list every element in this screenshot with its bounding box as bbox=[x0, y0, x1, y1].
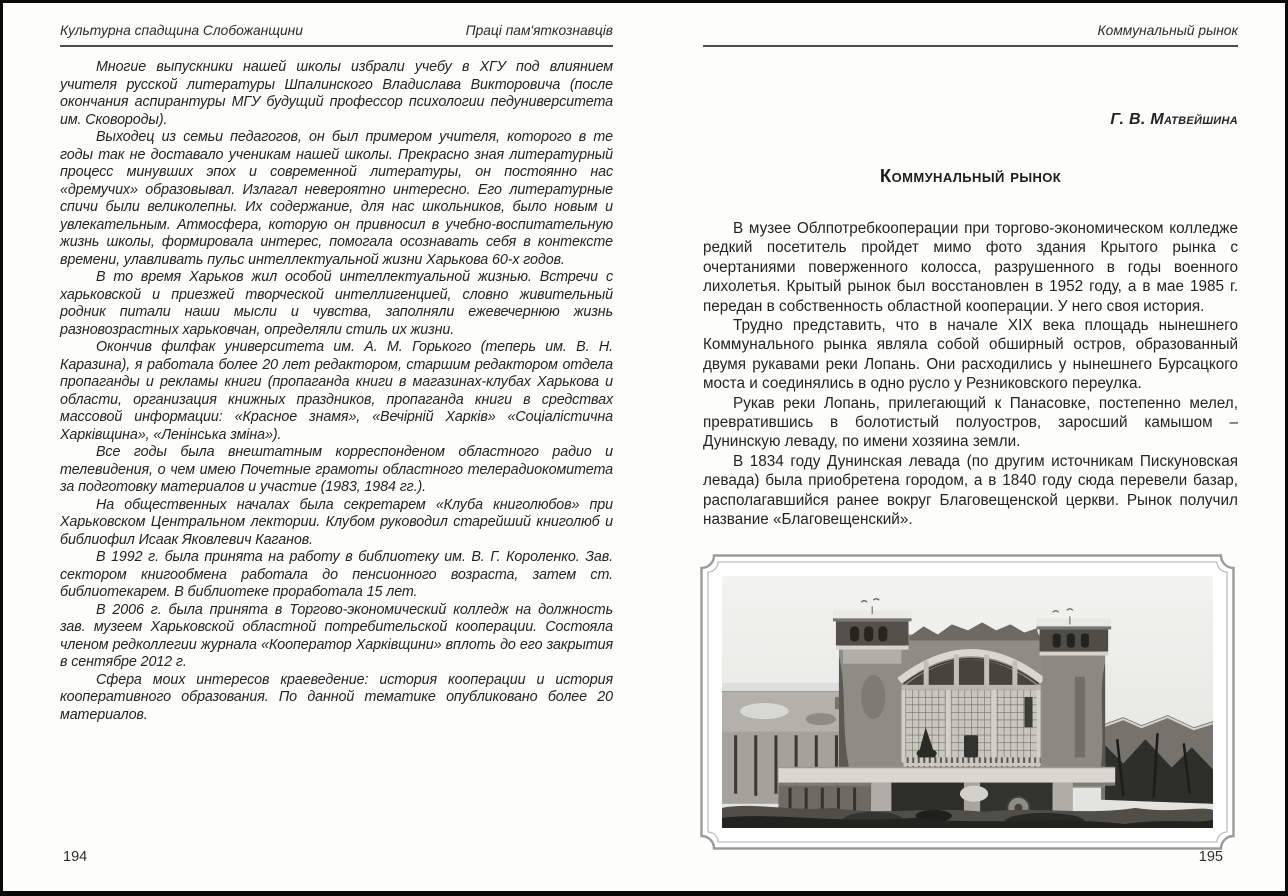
right-page-body bbox=[703, 219, 1238, 530]
paragraph: В музее Облпотребкооперации при торгово-экономическом колледже редкий посетитель пройдет мимо фото здания Крытого рынка с очертаниями поверженного колосса, разрушенного в годы военного лихолетья. Крытый рынок был восстановлен в 1952 году, а в мае 1985 г. передан в собственность областной кооперации. У него своя история. bbox=[703, 220, 1238, 315]
paragraph: Многие выпускники нашей школы избрали учебу в ХГУ под влиянием учителя русской литературы Шпалинского Владислава Викторовича (после окончания аспирантуры МГУ будущий профессор психологии педуниверситета им. Сковороды). bbox=[60, 59, 613, 128]
photo-frame bbox=[700, 554, 1235, 850]
page-left bbox=[60, 23, 613, 724]
running-head-series: Культурна спадщина Слобожанщини bbox=[60, 23, 303, 38]
paragraph: Выходец из семьи педагогов, он был примером учителя, которого в те годы так не доставало ученикам нашей школы. Прекрасно зная литературный процесс минувших эпох и современной литературы, он постоянно нас «дремучих» образовывал. Излагал невероятно интересно. Его литературные спичи были великолепны. Их содержание, для нас школьников, было новым и увлекательным. Атмосфера, которую он привносил в учебно-воспитательную жизнь школы, формировала интерес, помогала осознавать себя в контексте времени, улавливать пульс интеллектуальной жизни Харькова 60-х годов. bbox=[60, 129, 613, 268]
paragraph: Трудно представить, что в начале XIX века площадь нынешнего Коммунального рынка являла собой обширный остров, образованный двумя рукавами реки Лопань. Они расходились у нынешнего Бурсацкого моста и соединялись в одно русло у Резниковского переулка. bbox=[703, 317, 1238, 393]
ruins-photo bbox=[722, 576, 1213, 828]
paragraph: В то время Харьков жил особой интеллектуальной жизнью. Встречи с харьковской и приезжей творческой интеллигенцией, словно живительный родник питали наши мысли и чувства, заполняли ежевечернюю жизнь разновозрастных харьковчан, определяли стиль их жизни. bbox=[60, 269, 613, 338]
paragraph: Рукав реки Лопань, прилегающий к Панасовке, постепенно мелел, превратившись в болотистый полуостров, заросший камышом – Дунинскую леваду, по имени хозяина земли. bbox=[703, 394, 1238, 451]
running-head-section: Праці пам'яткознавців bbox=[465, 23, 613, 38]
paragraph: В 1834 году Дунинская левада (по другим источникам Пискуновская левада) была приобретена городом, а в 1840 году сюда перевели базар, располагавшийся ранее вокруг Благовещенской церкви. Рынок получил название «Благовещенский». bbox=[703, 452, 1238, 529]
paragraph: На общественных началах была секретарем «Клуба книголюбов» при Харьковском Центральном лектории. Клубом руководил старейший книголюб и библиофил Исаак Яковлевич Каганов. bbox=[60, 496, 613, 548]
page-number-left: 194 bbox=[63, 849, 88, 865]
page-number-right: 195 bbox=[1198, 849, 1223, 865]
page-right bbox=[703, 23, 1238, 530]
paragraph: Сфера моих интересов краеведение: история кооперации и история кооперативного образования. По данной тематике опубликовано более 20 материалов. bbox=[60, 671, 613, 723]
paragraph: Окончив филфак университета им. А. М. Горького (теперь им. В. Н. Каразина), я работала более 20 лет редактором, старшим редактором отдела пропаганды и рекламы книги (пропаганда книги в магазинах-клубах Харькова и области, организация книжных праздников, пропаганда книги в средствах массовой информации: «Красное знамя», «Вечірній Харків» «Соціалістична Харківщина», «Ленінська зміна»). bbox=[60, 339, 613, 443]
running-head-article: Коммунальный рынок bbox=[1097, 23, 1238, 38]
running-head-row-right bbox=[703, 23, 1238, 47]
author-name: Г. В. Матвейшина bbox=[1110, 111, 1238, 128]
paragraph: В 1992 г. была принята на работу в библиотеку им. В. Г. Короленко. Зав. сектором книгообмена работала до пенсионного возраста, затем ст. библиотекарем. В библиотеке проработала 15 лет. bbox=[60, 549, 613, 600]
running-head-row-left bbox=[60, 23, 613, 47]
article-title: Коммунальный рынок bbox=[879, 165, 1062, 186]
paragraph: В 2006 г. была принята в Торгово-экономический колледж на должность зав. музеем Харьковской областной потребительской кооперации. Состояла членом редколлегии журнала «Кооператор Харківщини» вплоть до его закрытия в сентябре 2012 г. bbox=[60, 601, 613, 670]
paragraph: Все годы была внештатным корреспонденом областного радио и телевидения, о чем имею Почетные грамоты областного телерадиокомитета за подготовку материалов и участие (1983, 1984 гг.). bbox=[60, 444, 613, 495]
left-page-body bbox=[60, 59, 613, 724]
